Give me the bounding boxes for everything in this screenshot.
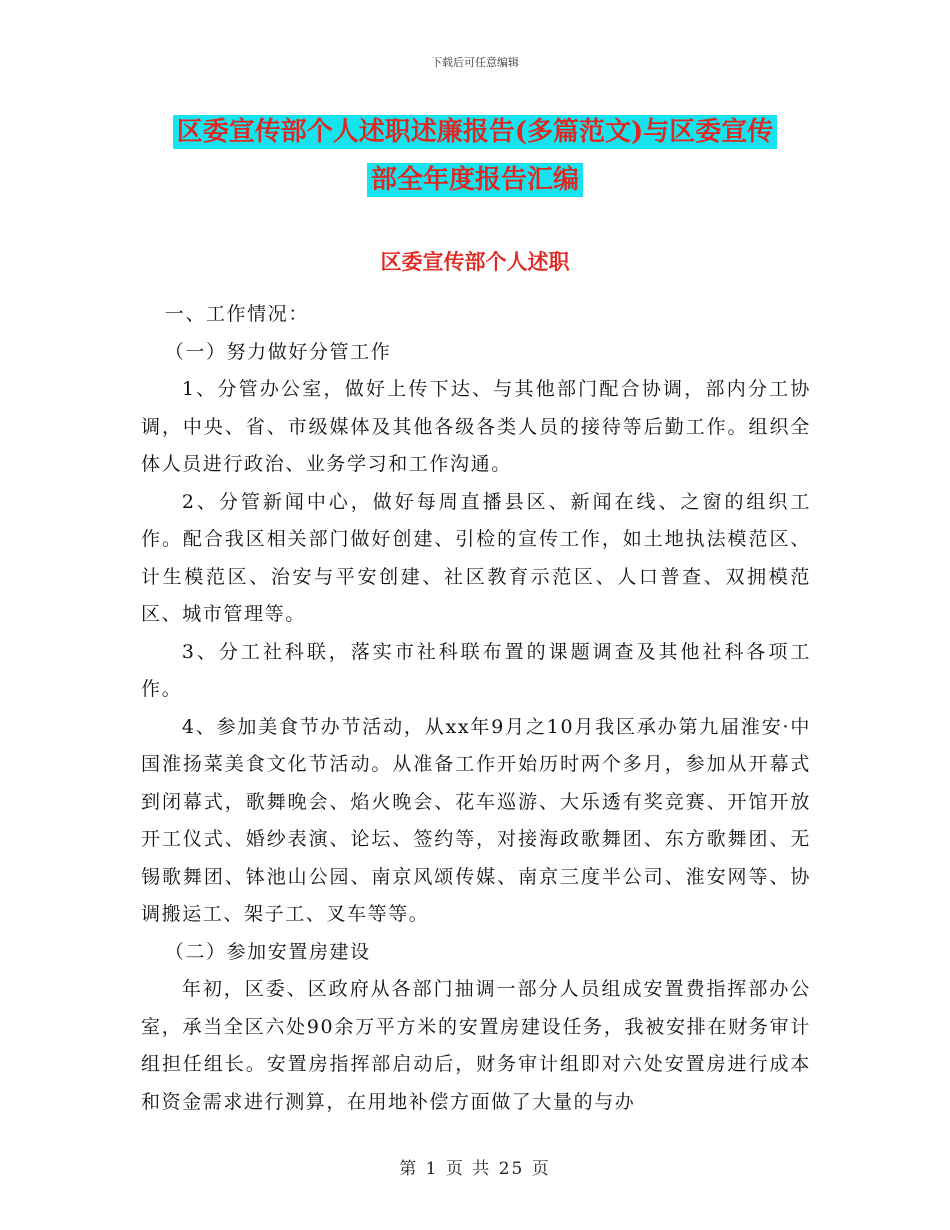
paragraph-body: 年初，区委、区政府从各部门抽调一部分人员组成安置费指挥部办公室，承当全区六处90余万平方米的安置房建设任务，我被安排在财务审计组担任组长。安置房指挥部启动后，财务审计组即对六处安置房进行成本和资金需求进行测算，在用地补偿方面做了大量的与办 [141,978,811,1113]
page-footer: 第 1 页 共 25 页 [399,1159,551,1179]
document-body [141,296,811,1121]
paragraph-subheading-2: （二）参加安置房建设 [164,940,371,963]
document-title-line-2: 部全年度报告汇编 [367,163,583,197]
paragraph-heading-1: 一、工作情况： [164,303,309,325]
paragraph-item-4: 4、参加美食节办节活动，从xx年9月之10月我区承办第九届淮安·中国淮扬菜美食文化节活动。从准备工作开始历时两个多月，参加从开幕式到闭幕式，歌舞晚会、焰火晚会、花车巡游、大乐透有奖竞赛、开馆开放开工仪式、婚纱表演、论坛、签约等，对接海政歌舞团、东方歌舞团、无锡歌舞团、钵池山公园、南京风颂传媒、南京三度半公司、淮安网等、协调搬运工、架子工、叉车等等。 [141,715,811,925]
document-title [140,108,810,204]
paragraph-subheading-1: （一）努力做好分管工作 [164,340,392,363]
section-title: 区委宣传部个人述职 [380,249,570,274]
paragraph-item-2: 2、分管新闻中心，做好每周直播县区、新闻在线、之窗的组织工作。配合我区相关部门做好创建、引检的宣传工作，如土地执法模范区、计生模范区、治安与平安创建、社区教育示范区、人口普查、双拥模范区、城市管理等。 [141,490,811,625]
paragraph-item-3: 3、分工社科联，落实市社科联布置的课题调查及其他社科各项工作。 [141,640,811,700]
document-title-line-1: 区委宣传部个人述职述廉报告(多篇范文)与区委宣传 [173,115,778,149]
paragraph-item-1: 1、分管办公室，做好上传下达、与其他部门配合协调，部内分工协调，中央、省、市级媒体及其他各级各类人员的接待等后勤工作。组织全体人员进行政治、业务学习和工作沟通。 [141,378,811,475]
header-note: 下载后可任意编辑 [431,56,519,69]
